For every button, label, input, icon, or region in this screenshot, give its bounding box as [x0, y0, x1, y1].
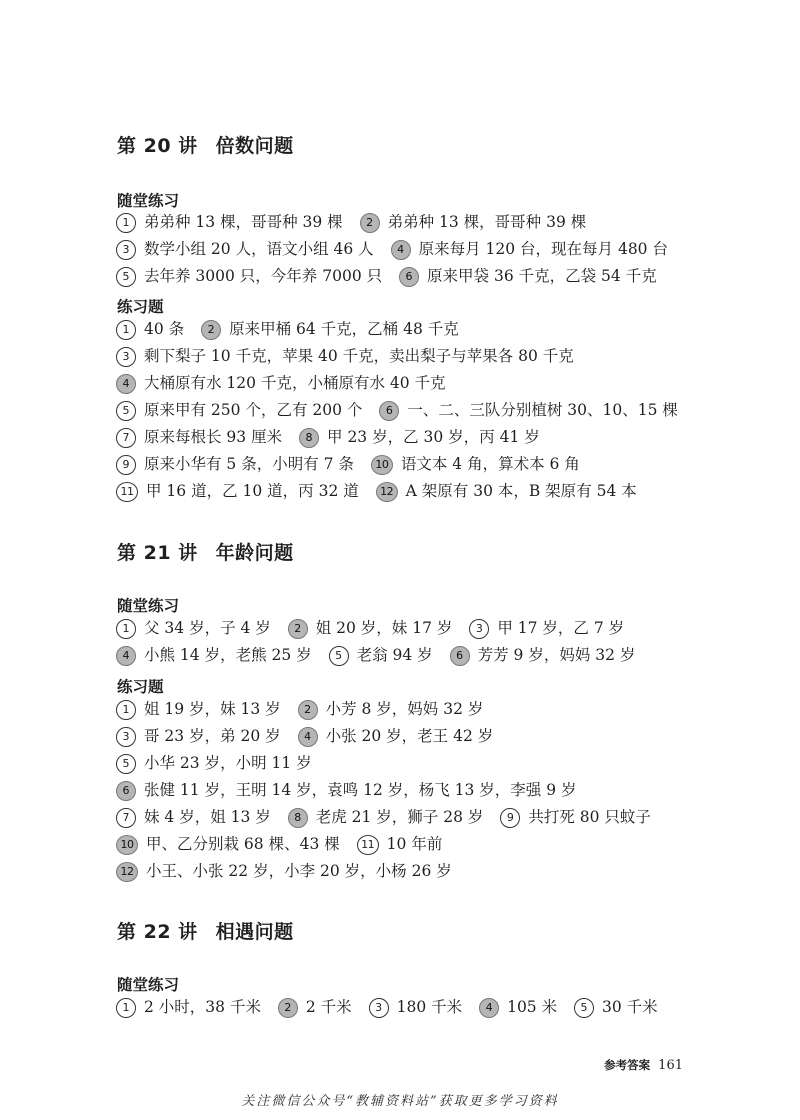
answer-item: 1 父 34 岁，子 4 岁 — [116, 616, 271, 641]
item-number: 3 — [116, 347, 136, 367]
item-number: 5 — [116, 267, 136, 287]
group-label-in-class-practice: 随堂练习 — [117, 597, 180, 615]
answer-item: 1 40 条 — [116, 317, 184, 342]
answer-item: 2 2 千米 — [278, 995, 352, 1020]
answer-item: 7 妹 4 岁，姐 13 岁 — [116, 805, 271, 830]
answer-line — [116, 344, 586, 369]
answer-line — [116, 479, 649, 504]
item-number: 6 — [379, 401, 399, 421]
answer-item: 12 小王、小张 22 岁，小李 20 岁，小杨 26 岁 — [116, 859, 452, 884]
item-number: 3 — [369, 998, 389, 1018]
answer-line — [116, 317, 471, 342]
item-number: 5 — [329, 646, 349, 666]
answer-item: 6 原来甲袋 36 千克，乙袋 54 千克 — [399, 264, 657, 289]
footer-watermark-note: 关注微信公众号“教辅资料站”获取更多学习资料 — [241, 1094, 559, 1109]
answer-item: 3 180 千米 — [369, 995, 463, 1020]
item-number: 2 — [360, 213, 380, 233]
answer-item: 7 原来每根长 93 厘米 — [116, 425, 282, 450]
item-number: 6 — [399, 267, 419, 287]
answer-item: 11 10 年前 — [357, 832, 443, 857]
item-number: 2 — [288, 619, 308, 639]
answer-item: 1 姐 19 岁，妹 13 岁 — [116, 697, 281, 722]
answer-line — [116, 210, 598, 235]
group-label-in-class-practice: 随堂练习 — [117, 976, 180, 994]
answer-line — [116, 778, 589, 803]
answer-item: 2 小芳 8 岁，妈妈 32 岁 — [298, 697, 484, 722]
answer-line — [116, 616, 636, 641]
item-number: 1 — [116, 619, 136, 639]
item-number: 10 — [371, 455, 393, 475]
item-number: 2 — [278, 998, 298, 1018]
answer-item: 10 语文本 4 角，算术本 6 角 — [371, 452, 580, 477]
answer-item: 6 张健 11 岁，王明 14 岁，袁鸣 12 岁，杨飞 13 岁，李强 9 岁 — [116, 778, 577, 803]
item-number: 8 — [299, 428, 319, 448]
answer-item: 4 大桶原有水 120 千克，小桶原有水 40 千克 — [116, 371, 446, 396]
item-number: 4 — [116, 374, 136, 394]
answer-item: 5 小华 23 岁，小明 11 岁 — [116, 751, 312, 776]
section-title-20: 第 20 讲 倍数问题 — [117, 135, 294, 157]
answer-item: 4 小张 20 岁，老王 42 岁 — [298, 724, 494, 749]
answer-item: 4 小熊 14 岁，老熊 25 岁 — [116, 643, 312, 668]
answer-line — [116, 264, 669, 289]
answer-item: 8 甲 23 岁，乙 30 岁，丙 41 岁 — [299, 425, 540, 450]
item-number: 6 — [116, 781, 136, 801]
answer-item: 1 2 小时，38 千米 — [116, 995, 261, 1020]
answer-item: 3 剩下梨子 10 千克，苹果 40 千克，卖出梨子与苹果各 80 千克 — [116, 344, 574, 369]
item-number: 11 — [357, 835, 379, 855]
answer-item: 5 原来甲有 250 个，乙有 200 个 — [116, 398, 362, 423]
page-footer — [604, 1057, 683, 1073]
answer-item: 2 弟弟种 13 棵，哥哥种 39 棵 — [360, 210, 587, 235]
answer-line — [116, 697, 495, 722]
item-number: 12 — [376, 482, 398, 502]
answer-item: 6 一、二、三队分别植树 30、10、15 棵 — [379, 398, 678, 423]
page-number: 161 — [658, 1058, 683, 1073]
answer-line — [116, 995, 670, 1020]
answer-item: 5 30 千米 — [574, 995, 658, 1020]
item-number: 7 — [116, 808, 136, 828]
answer-line — [116, 832, 454, 857]
answer-line — [116, 805, 663, 830]
section-title-21: 第 21 讲 年龄问题 — [117, 542, 294, 564]
answer-item: 4 105 米 — [479, 995, 557, 1020]
answer-item: 2 原来甲桶 64 千克，乙桶 48 千克 — [201, 317, 459, 342]
answer-item: 12 A 架原有 30 本，B 架原有 54 本 — [376, 479, 637, 504]
item-number: 5 — [116, 754, 136, 774]
item-number: 4 — [298, 727, 318, 747]
answer-line — [116, 751, 324, 776]
item-number: 4 — [391, 240, 411, 260]
item-number: 2 — [201, 320, 221, 340]
group-label-exercises: 练习题 — [117, 678, 164, 696]
item-number: 9 — [500, 808, 520, 828]
answer-item: 2 姐 20 岁，妹 17 岁 — [288, 616, 453, 641]
answer-line — [116, 398, 690, 423]
item-number: 6 — [450, 646, 470, 666]
item-number: 5 — [116, 401, 136, 421]
answer-item: 3 哥 23 岁，弟 20 岁 — [116, 724, 281, 749]
answer-line — [116, 452, 592, 477]
answer-item: 5 老翁 94 岁 — [329, 643, 433, 668]
answer-item: 8 老虎 21 岁，狮子 28 岁 — [288, 805, 484, 830]
answer-item: 11 甲 16 道，乙 10 道，丙 32 道 — [116, 479, 359, 504]
answer-item: 3 甲 17 岁，乙 7 岁 — [469, 616, 624, 641]
answer-item: 9 共打死 80 只蚊子 — [500, 805, 651, 830]
item-number: 1 — [116, 320, 136, 340]
answer-item: 9 原来小华有 5 条，小明有 7 条 — [116, 452, 354, 477]
item-number: 11 — [116, 482, 138, 502]
group-label-exercises: 练习题 — [117, 298, 164, 316]
answer-item: 4 原来每月 120 台，现在每月 480 台 — [391, 237, 668, 262]
item-number: 10 — [116, 835, 138, 855]
item-number: 4 — [479, 998, 499, 1018]
answer-line — [116, 724, 505, 749]
answer-line — [116, 371, 458, 396]
item-number: 5 — [574, 998, 594, 1018]
answer-line — [116, 643, 647, 668]
item-number: 3 — [469, 619, 489, 639]
item-number: 9 — [116, 455, 136, 475]
item-number: 2 — [298, 700, 318, 720]
item-number: 12 — [116, 862, 138, 882]
footer-label: 参考答案 — [604, 1058, 651, 1072]
answer-line — [116, 237, 680, 262]
item-number: 7 — [116, 428, 136, 448]
answer-item: 1 弟弟种 13 棵，哥哥种 39 棵 — [116, 210, 343, 235]
item-number: 1 — [116, 213, 136, 233]
item-number: 8 — [288, 808, 308, 828]
group-label-in-class-practice: 随堂练习 — [117, 192, 180, 210]
item-number: 1 — [116, 998, 136, 1018]
answer-line — [116, 859, 464, 884]
item-number: 4 — [116, 646, 136, 666]
answer-item: 5 去年养 3000 只，今年养 7000 只 — [116, 264, 382, 289]
answer-item: 10 甲、乙分别栽 68 棵、43 棵 — [116, 832, 340, 857]
item-number: 1 — [116, 700, 136, 720]
item-number: 3 — [116, 727, 136, 747]
item-number: 3 — [116, 240, 136, 260]
answer-item: 6 芳芳 9 岁，妈妈 32 岁 — [450, 643, 636, 668]
answer-line — [116, 425, 552, 450]
section-title-22: 第 22 讲 相遇问题 — [117, 921, 294, 943]
answer-item: 3 数学小组 20 人，语文小组 46 人 — [116, 237, 374, 262]
